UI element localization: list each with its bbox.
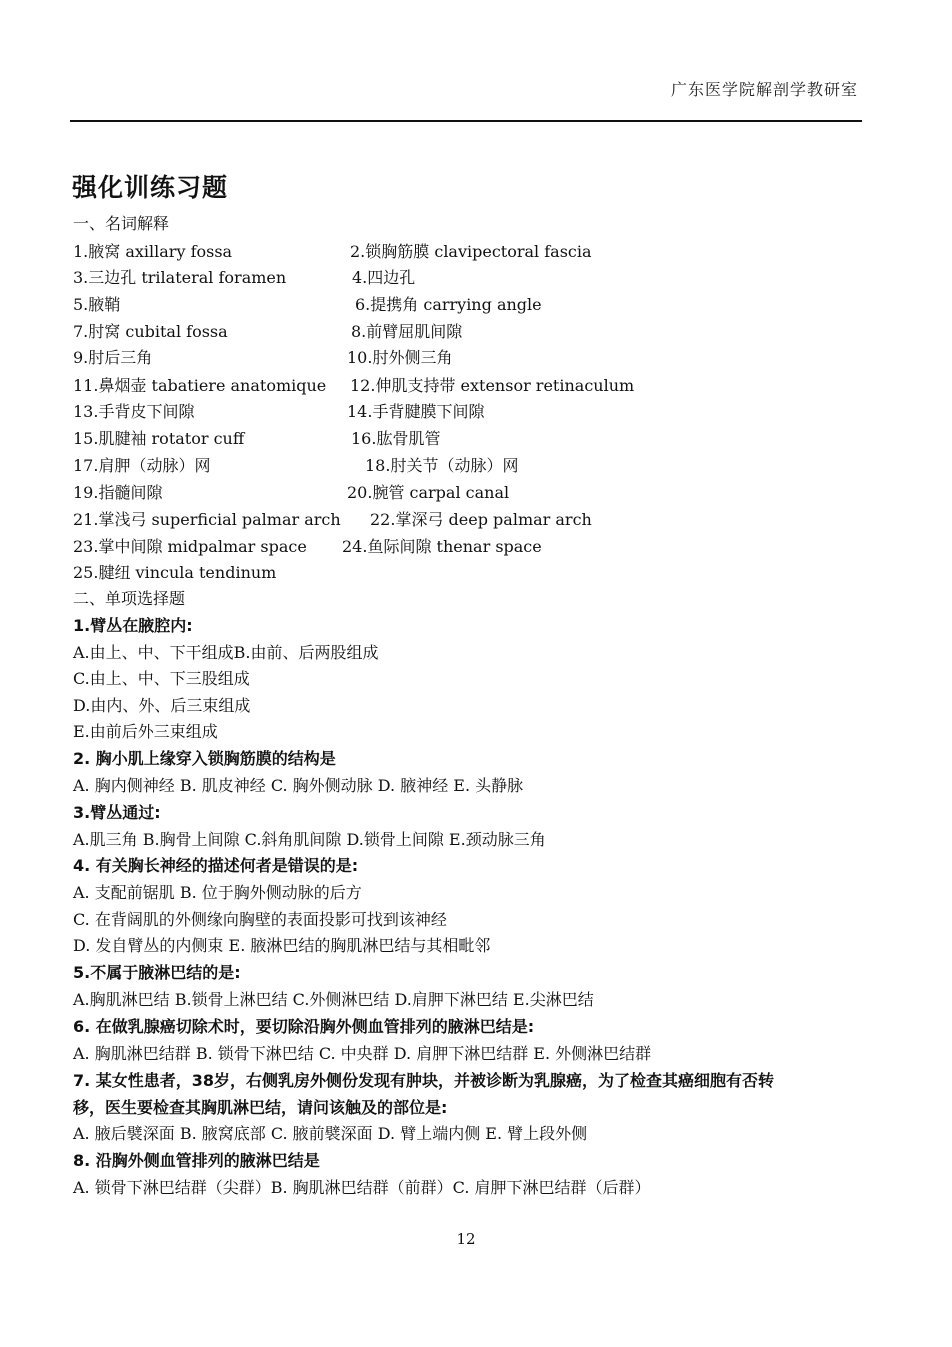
term-item: 11.鼻烟壶 tabatiere anatomique: [73, 376, 327, 395]
answer-option: A.由上、中、下干组成B.由前、后两股组成: [73, 643, 379, 662]
question-text: 4. 有关胸长神经的描述何者是错误的是:: [73, 856, 359, 875]
page-title: 强化训练习题: [72, 173, 229, 202]
term-item: 17.肩胛（动脉）网: [73, 456, 211, 475]
question-text: 1.臂丛在腋腔内:: [73, 616, 193, 635]
question-text: 6. 在做乳腺癌切除术时，要切除沿胸外侧血管排列的腋淋巴结是:: [73, 1017, 535, 1036]
running-header: 广东医学院解剖学教研室: [670, 80, 858, 99]
term-item: 4.四边孔: [352, 268, 416, 287]
question-text-continued: 移，医生要检查其胸肌淋巴结，请问该触及的部位是:: [73, 1098, 448, 1117]
term-item: 25.腱纽 vincula tendinum: [73, 563, 277, 582]
term-item: 8.前臂屈肌间隙: [351, 322, 463, 341]
term-item: 9.肘后三角: [73, 348, 153, 367]
answer-option: D. 发自臂丛的内侧束 E. 腋淋巴结的胸肌淋巴结与其相毗邻: [73, 936, 491, 955]
term-item: 16.肱骨肌管: [351, 429, 441, 448]
term-item: 12.伸肌支持带 extensor retinaculum: [350, 376, 635, 395]
term-item: 2.锁胸筋膜 clavipectoral fascia: [350, 242, 592, 261]
term-item: 15.肌腱袖 rotator cuff: [73, 429, 245, 448]
answer-option: A. 胸肌淋巴结群 B. 锁骨下淋巴结 C. 中央群 D. 肩胛下淋巴结群 E. 外侧淋巴结群: [73, 1044, 652, 1063]
answer-option: D.由内、外、后三束组成: [73, 696, 251, 715]
page-number: 12: [456, 1230, 476, 1248]
term-item: 10.肘外侧三角: [347, 348, 453, 367]
question-text: 3.臂丛通过:: [73, 803, 161, 822]
term-item: 24.鱼际间隙 thenar space: [342, 537, 542, 556]
answer-option: A. 腋后襞深面 B. 腋窝底部 C. 腋前襞深面 D. 臂上端内侧 E. 臂上段外侧: [73, 1124, 588, 1143]
term-item: 5.腋鞘: [73, 295, 121, 314]
term-item: 7.肘窝 cubital fossa: [73, 322, 228, 341]
answer-option: A.胸肌淋巴结 B.锁骨上淋巴结 C.外侧淋巴结 D.肩胛下淋巴结 E.尖淋巴结: [73, 990, 594, 1009]
term-item: 3.三边孔 trilateral foramen: [73, 268, 287, 287]
question-text: 2. 胸小肌上缘穿入锁胸筋膜的结构是: [73, 749, 336, 768]
header-divider: [70, 120, 862, 122]
term-item: 20.腕管 carpal canal: [347, 483, 510, 502]
question-text: 5.不属于腋淋巴结的是:: [73, 963, 241, 982]
section-heading-choice: 二、单项选择题: [73, 589, 186, 608]
term-item: 22.掌深弓 deep palmar arch: [370, 510, 592, 529]
term-item: 21.掌浅弓 superficial palmar arch: [73, 510, 341, 529]
answer-option: E.由前后外三束组成: [73, 722, 218, 741]
term-item: 1.腋窝 axillary fossa: [73, 242, 233, 261]
answer-option: A. 胸内侧神经 B. 肌皮神经 C. 胸外侧动脉 D. 腋神经 E. 头静脉: [73, 776, 524, 795]
question-text: 7. 某女性患者，38岁，右侧乳房外侧份发现有肿块，并被诊断为乳腺癌，为了检查其癌细胞有否转: [73, 1071, 775, 1090]
answer-option: A. 锁骨下淋巴结群（尖群）B. 胸肌淋巴结群（前群）C. 肩胛下淋巴结群（后群）: [73, 1178, 651, 1197]
term-item: 14.手背腱膜下间隙: [347, 402, 485, 421]
question-text: 8. 沿胸外侧血管排列的腋淋巴结是: [73, 1151, 320, 1170]
answer-option: C.由上、中、下三股组成: [73, 669, 250, 688]
answer-option: A. 支配前锯肌 B. 位于胸外侧动脉的后方: [73, 883, 362, 902]
answer-option: A.肌三角 B.胸骨上间隙 C.斜角肌间隙 D.锁骨上间隙 E.颈动脉三角: [73, 830, 546, 849]
answer-option: C. 在背阔肌的外侧缘向胸壁的表面投影可找到该神经: [73, 910, 447, 929]
term-item: 18.肘关节（动脉）网: [365, 456, 519, 475]
term-item: 13.手背皮下间隙: [73, 402, 195, 421]
term-item: 6.提携角 carrying angle: [355, 295, 542, 314]
term-item: 23.掌中间隙 midpalmar space: [73, 537, 307, 556]
term-item: 19.指髓间隙: [73, 483, 163, 502]
section-heading-terms: 一、名词解释: [73, 214, 170, 233]
